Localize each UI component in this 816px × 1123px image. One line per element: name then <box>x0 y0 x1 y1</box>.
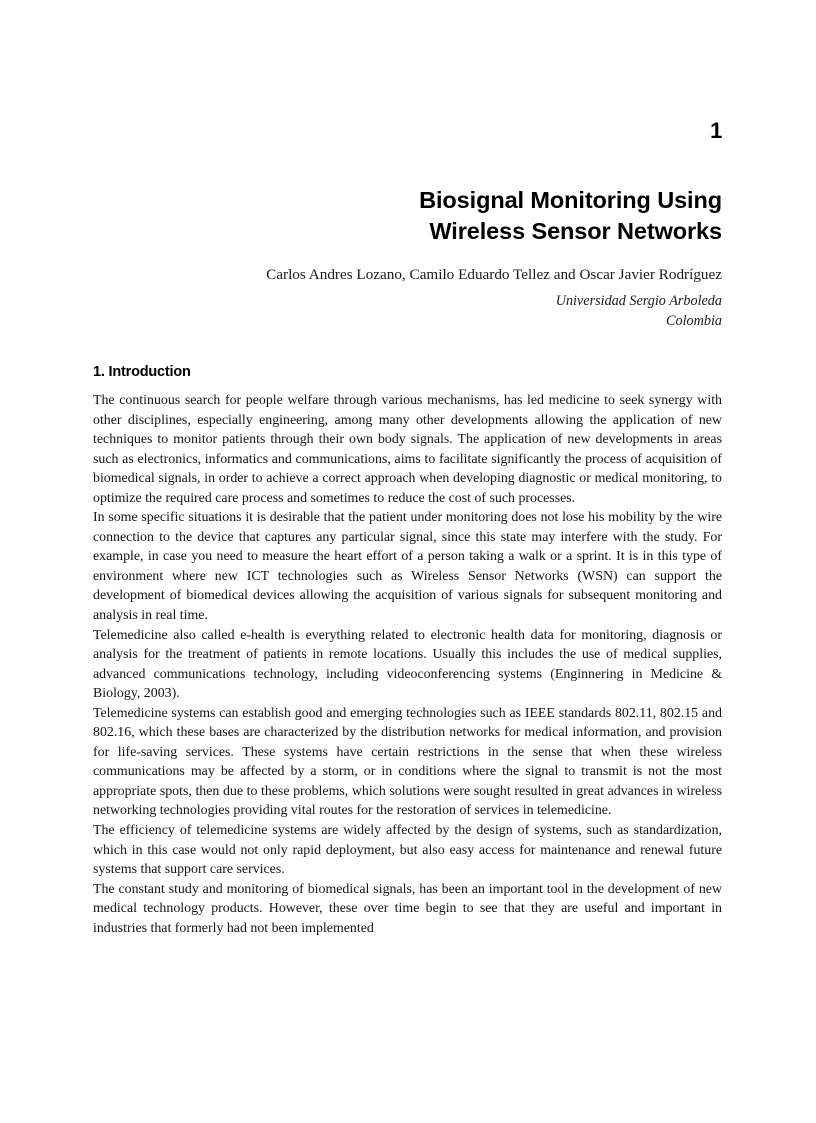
author-list: Carlos Andres Lozano, Camilo Eduardo Tellez and Oscar Javier Rodríguez <box>266 266 722 283</box>
title-line-2: Wireless Sensor Networks <box>429 217 722 244</box>
chapter-number: 1 <box>710 118 722 143</box>
title-line-1: Biosignal Monitoring Using <box>419 187 722 213</box>
paragraph: In some specific situations it is desirable that the patient under monitoring does not lose his mobility by the wire connection to the device that captures any particular signal, since this state may interfere with the study. For example, in case you need to measure the heart effort of a person taking a walk or a sprint. It is in this type of environment where new ICT technologies such as Wireless Sensor Networks (WSN) can support the development of biomedical devices allowing the acquisition of various signals for subsequent monitoring and analysis in real time. <box>93 510 722 624</box>
section-heading-introduction: 1. Introduction <box>93 364 191 380</box>
page-title <box>93 185 722 246</box>
affiliation-block <box>93 292 722 331</box>
paragraph: The continuous search for people welfare through various mechanisms, has led medicine to seek synergy with other disciplines, especially engineering, among many other developments allowing the application of new techniques to monitor patients through their own body signals. The application of new developments in areas such as electronics, informatics and communications, aims to facilitate significantly the process of acquisition of biomedical signals, in order to achieve a correct approach when developing diagnostic or medical monitoring, to optimize the required care process and sometimes to reduce the cost of such processes. <box>93 393 722 506</box>
paragraph: The constant study and monitoring of biomedical signals, has been an important tool in the development of new medical technology products. However, these over time begin to see that they are useful and important in industries that formerly had not been implemented <box>93 881 722 936</box>
paragraph: Telemedicine systems can establish good and emerging technologies such as IEEE standards 802.11, 802.15 and 802.16, which these bases are characterized by the distribution networks for medical information, and provision for life-saving services. These systems have certain restrictions in the sense that when these wireless communications may be affected by a storm, or in conditions where the signal to transmit is not the most appropriate spots, then due to these problems, which solutions were sought resulted in great advances in wireless networking technologies providing vital routes for the restoration of services in telemedicine. <box>93 705 722 819</box>
paragraph: The efficiency of telemedicine systems are widely affected by the design of systems, such as standardization, which in this case would not only rapid deployment, but also easy access for maintenance and renewal future systems that support care services. <box>93 823 722 878</box>
affiliation-institution: Universidad Sergio Arboleda <box>555 293 722 309</box>
paragraph: Telemedicine also called e-health is everything related to electronic health data for monitoring, diagnosis or analysis for the treatment of patients in remote locations. Usually this includes the use of medical supplies, advanced communications technology, including videoconferencing systems (Enginnering in Medicine & Biology, 2003). <box>93 627 722 702</box>
introduction-body <box>93 391 722 938</box>
affiliation-country: Colombia <box>666 312 722 329</box>
